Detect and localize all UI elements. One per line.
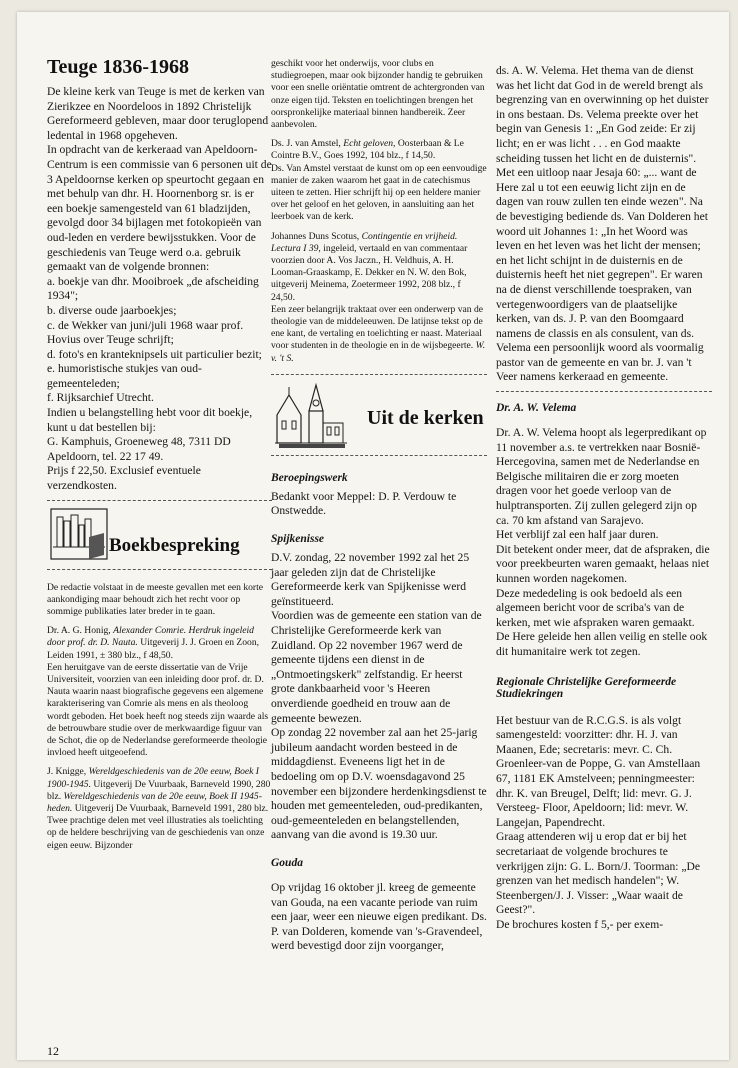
book-reviews-continued	[271, 58, 487, 365]
paragraph: Dr. A. W. Velema hoopt als legerpredikant op 11 november a.s. te vertrekken naar Bosnië-Hercegovina, samen met de Nederlandse en Belgische militairen die er zorg moeten dragen voor het goede verloop van de hulptransporten. Zij zullen gelegerd zijn op ca. 70 km afstand van Sarajevo.	[496, 426, 707, 527]
paragraph: Bedankt voor Meppel: D. P. Verdouw te Onstwedde.	[271, 489, 457, 518]
teuge-article	[47, 85, 272, 494]
boekbespreking-banner	[47, 507, 272, 563]
books-icon	[49, 507, 109, 561]
page-number: 12	[47, 1044, 59, 1058]
divider	[47, 500, 272, 501]
paragraph: Het bestuur van de R.C.G.S. is als volgt samengesteld: voorzitter: dhr. H. J. van Maanen, Ede; secretaris: mevr. C. Ch. Groenleer-van de Poppe, G. van Amstellaan 67, 1181 EK Amstelveen; penningmeester: dhr. K. van Breugel, Delft; lid: mevr. G. J. Versteeg- Floor, Apeldoorn; lid: mevr. W. Langejan, Papendrecht.	[496, 713, 701, 829]
paragraph: De brochures kosten f 5,- per exem-	[496, 917, 664, 931]
column-left	[47, 56, 272, 852]
review-text: Twee prachtige delen met veel illustraties als toelichting op de heldere beschrijving van de geschiedenis van onze eigen eeuw. Bijzonder	[47, 815, 265, 851]
section-heading-spijkenisse: Spijkenisse	[271, 533, 325, 546]
review-publisher: Uitgeverij J. J. Groen en Zoon, Leiden 1991, ± 380 blz., f 48,50.	[47, 637, 260, 661]
uit-de-kerken-banner	[271, 381, 487, 449]
divider	[496, 391, 712, 392]
paragraph: De kleine kerk van Teuge is met de kerken van Zierikzee en Noordeloos in 1892 Christelijk Gereformeerd gebleven, maar door teruglopend ledental in 1968 opgeheven.	[47, 85, 269, 142]
review-entry	[47, 625, 272, 662]
list-item: a. boekje van dhr. Mooibroek „de afscheiding 1934";	[47, 274, 259, 303]
column-right	[496, 64, 712, 932]
church-news	[271, 472, 487, 954]
paragraph: Voordien was de gemeente een station van de Christelijke Gereformeerde kerk van Zuidland. Op 22 november 1967 werd de gemeente tijdens een dienst in de „Ontmoetingskerk" zelfstandig. Er heerst grote dankbaarheid voor 's Heeren onverdiende goedheid en trouw aan de gemeente bewezen.	[271, 609, 482, 725]
section-heading-velema: Dr. A. W. Velema	[496, 402, 577, 415]
review-entry	[47, 766, 272, 815]
review-text	[271, 304, 487, 365]
review-text: geschikt voor het onderwijs, voor clubs en studiegroepen, maar ook bijzonder handig te gebruiken voor een snelle oriëntatie omtrent de achtergronden van onze eigen tijd. Teksten en toelichtingen brengen het oorspronkelijke materiaal binnen handbereik. Zeer aanbevolen.	[271, 58, 485, 131]
paragraph: In opdracht van de kerkeraad van Apeldoorn-Centrum is een commissie van 6 personen uit de 3 Apeldoornse kerken op speurtocht gegaan en met behulp van dhr. H. Hoornenborg sr. is er een boekje samengesteld van 61 bladzijden, gevolgd door 34 bijlagen met fotokopieën van oud-leden en verdere bewijsstukken. Voor de geschiedenis van Teuge werd o.a. gebruik gemaakt van de volgende bronnen:	[47, 143, 272, 274]
paragraph: Op zondag 22 november zal aan het 25-jarig jubileum aandacht worden besteed in de middagdienst. Eveneens ligt het in de bedoeling om op D.V. woensdagavond 25 november een bijzondere herdenkingsdienst te houden met gemeenteleden, oud-predikanten, oud-gemeenteleden en belangstellenden, aanvang van die avond is 19.30 uur.	[271, 726, 487, 842]
review-author: J. Knigge,	[47, 766, 87, 778]
review-publisher: ingeleid, vertaald en van commentaar voorzien door A. Vos Jaczn., H. Veldhuis, A. H. Looman-Graaskamp, E. Dekker en N. W. den Bok, uitgeverij Meinema, Zoetermeer 1992, 208 blz., f 24,50.	[271, 242, 468, 303]
section-heading-rcgs: Regionale Christelijke Gereformeerde Studiekringen	[496, 675, 677, 700]
section-heading-beroepingswerk: Beroepingswerk	[271, 471, 348, 484]
list-item: d. foto's en kranteknipsels uit particulier bezit;	[47, 347, 262, 361]
list-item: b. diverse oude jaarboekjes;	[47, 303, 177, 317]
book-reviews	[47, 582, 272, 852]
paragraph: Indien u belangstelling hebt voor dit boekje, kunt u dat bestellen bij:	[47, 406, 253, 434]
review-author: Ds. J. van Amstel,	[271, 138, 341, 150]
review-publisher: Uitgeverij De Vuurbaak, Barneveld 1991, 280 blz.	[74, 803, 269, 815]
divider	[47, 569, 272, 570]
review-title: Contingentie en vrijheid. Lectura I 39,	[271, 230, 458, 254]
review-publisher: Oosterbaan & Le Cointre B.V., Goes 1992, 104 blz., f 14,50.	[271, 138, 464, 162]
review-text: Ds. Van Amstel verstaat de kunst om op een eenvoudige manier de zaken waarom het gaat in de catechismus uiteen te zetten. Hier schrijft hij op een heldere manier over het geloof en het geloven, in aansluiting aan het leerboek van de kerk.	[271, 162, 487, 223]
uit-de-kerken-heading: Uit de kerken	[367, 406, 484, 429]
review-author: Johannes Duns Scotus,	[271, 230, 360, 242]
paragraph: De Here geleide hen allen veilig en stelle ook dit humanitaire werk tot zegen.	[496, 630, 708, 658]
list-item: e. humoristische stukjes van oud-gemeenteleden;	[47, 362, 202, 390]
review-entry	[271, 231, 487, 304]
review-publisher: Uitgeverij De Vuurbaak, Barneveld 1990, 280 blz.	[47, 778, 271, 802]
paragraph: Deze mededeling is ook bedoeld als een algemeen bericht voor de scriba's van de kerken, met wie afspraken waren gemaakt.	[496, 586, 695, 629]
paragraph: Dit betekent onder meer, dat de afspraken, die voor preekbeurten waren gemaakt, helaas niet kunnen worden nagekomen.	[496, 542, 710, 585]
review-entry	[271, 138, 487, 162]
boekbespreking-heading: Boekbespreking	[109, 534, 240, 556]
list-item: f. Rijksarchief Utrecht.	[47, 391, 154, 405]
paragraph: Op vrijdag 16 oktober jl. kreeg de gemeente van Gouda, na een vacante periode van ruim een jaar, weer een nieuwe eigen predikant. Ds. P. van Dolderen, komende van 's-Gravendeel, werd bevestigd door zijn voorganger,	[271, 880, 487, 953]
paragraph: D.V. zondag, 22 november 1992 zal het 25 jaar geleden zijn dat de Christelijke Gereformeerde kerk van Spijkenisse werd geïnstitueerd.	[271, 551, 470, 608]
review-body: Een zeer belangrijk traktaat over een onderwerp van de theologie van de middeleeuwen. De latijnse tekst op de ene kant, de vertaling en toelichting er naast. Materiaal voor studenten in de theologie en in de wijsbegeerte.	[271, 303, 484, 352]
paragraph: Graag attenderen wij u erop dat er bij het secretariaat de volgende brochures te verkrijgen zijn: G. L. Born/J. Toorman: „De grenzen van het medisch handelen"; W. Steenbergen/J. J. Visser: „Waar waait de Geest?".	[496, 830, 701, 917]
paragraph: Prijs f 22,50. Exclusief eventuele verzendkosten.	[47, 464, 201, 493]
review-title: Wereldgeschiedenis van de 20e eeuw, Boek I 1900-1945.	[47, 766, 259, 790]
review-text: Een heruitgave van de eerste dissertatie van de Vrije Universiteit, voorzien van een inleiding door prof. dr. D. Nauta waarin naast biografische gegevens een algemene karakterisering van Comrie als mens en als theoloog wordt geboden. Het boek heeft nog steeds zijn waarde als de betrouwbare studie over de merkwaardige figuur van de Schot, die op de Nederlandse gereformeerde theologie invloed heeft uitgeoefend.	[47, 661, 269, 759]
reviews-intro: De redactie volstaat in de meeste gevallen met een korte aankondiging maar behoudt zich het recht voor op sommige publikaties later breder in te gaan.	[47, 581, 264, 618]
divider	[271, 455, 487, 456]
review-signature: W. v. 't S.	[271, 340, 486, 364]
paragraph: ds. A. W. Velema. Het thema van de dienst was het licht dat God in de wereld brengt als begrenzing van en overwinning op het duister in ons bestaan. Ds. Velema preekte over het begin van Genesis 1: „En God zeide: Er zij licht; en er was licht . . . en God maakte scheiding tussen het licht en de duisternis". Met een uitloop naar Jesaja 60: „... want de Here zal u tot een eeuwig licht zijn en de dagen van rouw zullen ten einde wezen". Na de bevestiging bediende ds. Van Dolderen het woord uit Johannes 1: „In het Woord was leven en het leven was het licht der mensen; en het licht schijnt in de duisternis en de duisternis heeft het niet gegrepen". Er waren na de dienst verschillende toespraken, van vertegenwoordigers van de plaatselijke kerken, van ds. J. P. van den Boomgaard namens de classis en als consulent, van ds. Velema een persoonlijk woord als voormalig pastor van de gemeente en van br. J. van 't Veer namens kerkeraad en gemeente.	[496, 64, 709, 384]
article-title-teuge: Teuge 1836-1968	[47, 56, 190, 78]
churches-icon	[273, 381, 349, 449]
column-middle	[271, 58, 487, 954]
paragraph: Het verblijf zal een half jaar duren.	[496, 528, 659, 542]
review-title: Alexander Comrie. Herdruk ingeleid door prof. dr. D. Nauta.	[47, 625, 254, 649]
list-item: c. de Wekker van juni/juli 1968 waar prof. Hovius over Teuge schrijft;	[47, 318, 244, 347]
paragraph: G. Kamphuis, Groeneweg 48, 7311 DD Apeldoorn, tel. 22 17 49.	[47, 435, 231, 463]
magazine-page	[17, 12, 729, 1060]
divider	[271, 374, 487, 375]
review-author: Dr. A. G. Honig,	[47, 625, 111, 637]
section-heading-gouda: Gouda	[271, 856, 303, 869]
review-title: Wereldgeschiedenis van de 20e eeuw, Boek II 1945-heden.	[47, 790, 262, 815]
review-title: Echt geloven,	[343, 138, 396, 150]
